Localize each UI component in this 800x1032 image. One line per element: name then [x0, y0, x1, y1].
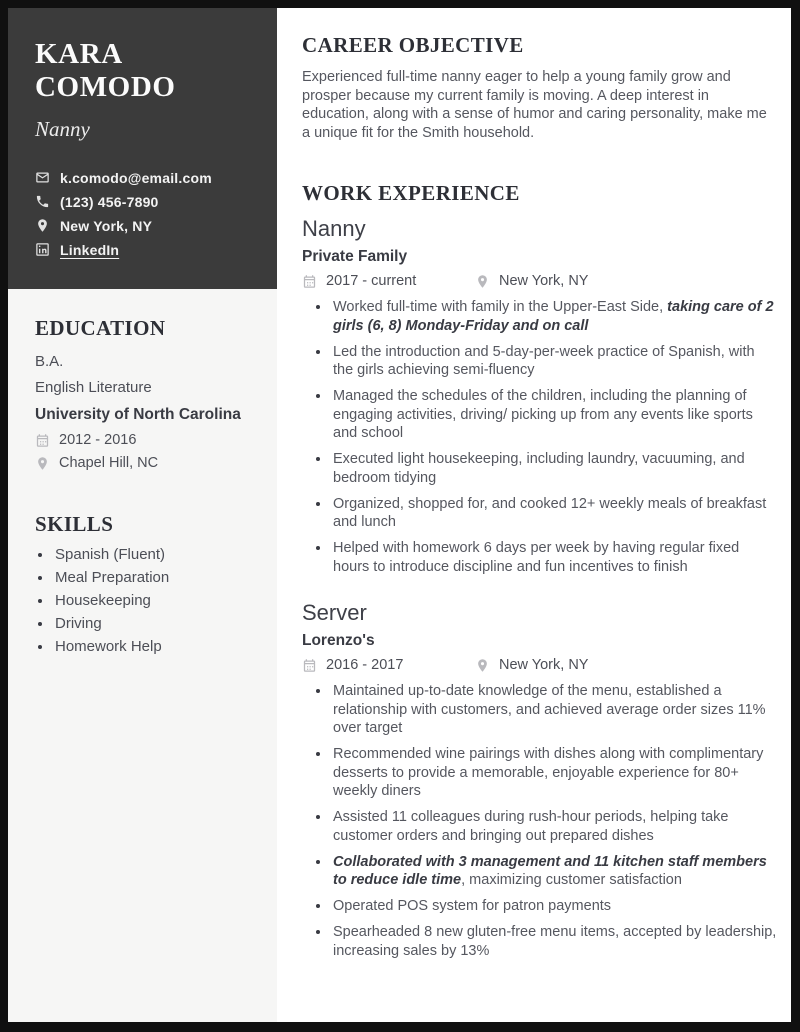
- bullet-text: Helped with homework 6 days per week by having regular fixed hours to introduce discipline and fun incentives to finish: [333, 540, 740, 575]
- education-school: University of North Carolina: [35, 406, 241, 423]
- contact-item: [35, 194, 253, 209]
- location-icon: [475, 658, 490, 673]
- bullet-text: Assisted 11 colleagues during rush-hour periods, helping take customer orders and bringing out prepared dishes: [333, 809, 729, 844]
- linkedin-icon: [35, 242, 50, 257]
- job-company: Private Family: [302, 248, 408, 265]
- job-dates: 2017 - current: [326, 273, 417, 289]
- sidebar: [8, 8, 277, 1022]
- contact-item: [35, 170, 253, 185]
- bullet-text: Operated POS system for patron payments: [333, 898, 612, 914]
- objective-text: Experienced full-time nanny eager to help a young family grow and prosper because my current family is moving. A deep interest in education, along with a sense of humor and caring personality, make me a unique fit for the Smith household.: [302, 69, 767, 141]
- job-list: [302, 216, 777, 960]
- candidate-role: Nanny: [35, 117, 90, 141]
- contact-list: [35, 170, 253, 257]
- job-bullet: [331, 897, 777, 916]
- location-icon: [35, 456, 50, 471]
- job-entry: [302, 600, 777, 960]
- contact-label: New York, NY: [60, 217, 153, 234]
- job-bullet-list: [331, 298, 777, 576]
- contact-item: [35, 218, 253, 233]
- skill-item: • Driving: [53, 616, 253, 632]
- calendar-icon: [302, 658, 317, 673]
- job-dates: 2016 - 2017: [326, 657, 404, 673]
- job-entry: [302, 216, 777, 576]
- experience-section: [302, 182, 777, 960]
- experience-heading: WORK EXPERIENCE: [302, 181, 520, 205]
- education-section: [35, 317, 253, 471]
- bullet-text: Spearheaded 8 new gluten-free menu items, accepted by leadership, increasing sales by 13%: [333, 924, 777, 959]
- contact-label[interactable]: LinkedIn: [60, 241, 120, 258]
- job-bullet: [331, 853, 777, 890]
- job-location: New York, NY: [499, 657, 589, 673]
- bullet-highlight-text: taking care of 2 girls (6, 8) Monday-Friday and on call: [333, 299, 774, 334]
- job-bullet: [331, 745, 777, 801]
- job-bullet: [331, 387, 777, 443]
- education-location: Chapel Hill, NC: [59, 455, 159, 471]
- contact-label: (123) 456-7890: [60, 193, 159, 210]
- job-company: Lorenzo's: [302, 632, 375, 649]
- skills-heading: SKILLS: [35, 512, 114, 536]
- skill-item: • Meal Preparation: [53, 570, 253, 586]
- sidebar-body: [8, 289, 277, 662]
- job-bullet: [331, 539, 777, 576]
- job-bullet-list: [331, 682, 777, 960]
- job-title: Nanny: [302, 216, 366, 241]
- contact-block: [8, 8, 277, 289]
- skill-item: • Spanish (Fluent): [53, 547, 253, 563]
- resume-paper: [8, 8, 791, 1022]
- candidate-name: KARA COMODO: [35, 38, 176, 103]
- bullet-text: Maintained up-to-date knowledge of the menu, established a relationship with customers, and achieved average order sizes 11% over target: [333, 683, 766, 736]
- education-dates: 2012 - 2016: [59, 432, 137, 448]
- skills-list: [53, 547, 253, 655]
- bullet-text: Organized, shopped for, and cooked 12+ weekly meals of breakfast and lunch: [333, 495, 767, 530]
- contact-item[interactable]: [35, 242, 253, 257]
- main-content: [277, 8, 791, 1022]
- calendar-icon: [35, 433, 50, 448]
- job-meta-row: [302, 273, 777, 289]
- skills-section: [35, 513, 253, 655]
- job-bullet: [331, 923, 777, 960]
- education-heading: EDUCATION: [35, 316, 166, 340]
- location-icon: [475, 274, 490, 289]
- bullet-text: Managed the schedules of the children, including the planning of engaging activities, driving/ picking up from any events like sports and school: [333, 388, 753, 441]
- bullet-text: Worked full-time with family in the Upper-East Side,: [333, 299, 668, 315]
- bullet-text: , maximizing customer satisfaction: [461, 872, 682, 888]
- job-bullet: [331, 298, 777, 335]
- education-field: English Literature: [35, 379, 152, 396]
- job-bullet: [331, 808, 777, 845]
- job-location: New York, NY: [499, 273, 589, 289]
- location-icon: [35, 218, 50, 233]
- education-location-row: [35, 455, 253, 471]
- skill-item: • Homework Help: [53, 639, 253, 655]
- bullet-text: Executed light housekeeping, including laundry, vacuuming, and bedroom tidying: [333, 451, 745, 486]
- bullet-text: Recommended wine pairings with dishes along with complimentary desserts to provide a memorable, enjoyable experience for 80+ weekly diners: [333, 746, 764, 799]
- education-dates-row: [35, 432, 253, 448]
- contact-label: k.comodo@email.com: [60, 169, 212, 186]
- job-title: Server: [302, 600, 367, 625]
- job-bullet: [331, 495, 777, 532]
- objective-heading: CAREER OBJECTIVE: [302, 33, 524, 57]
- bullet-highlight-text: Collaborated with 3 management and 11 kitchen staff members to reduce idle time: [333, 853, 767, 888]
- job-bullet: [331, 450, 777, 487]
- job-bullet: [331, 343, 777, 380]
- job-bullet: [331, 682, 777, 738]
- education-entry: [35, 349, 253, 471]
- calendar-icon: [302, 274, 317, 289]
- skill-item: • Housekeeping: [53, 593, 253, 609]
- job-meta-row: [302, 657, 777, 673]
- bullet-text: Led the introduction and 5-day-per-week practice of Spanish, with the girls achieving semi-fluency: [333, 343, 755, 378]
- email-icon: [35, 170, 50, 185]
- objective-section: [302, 34, 777, 142]
- phone-icon: [35, 194, 50, 209]
- education-degree: B.A.: [35, 353, 64, 370]
